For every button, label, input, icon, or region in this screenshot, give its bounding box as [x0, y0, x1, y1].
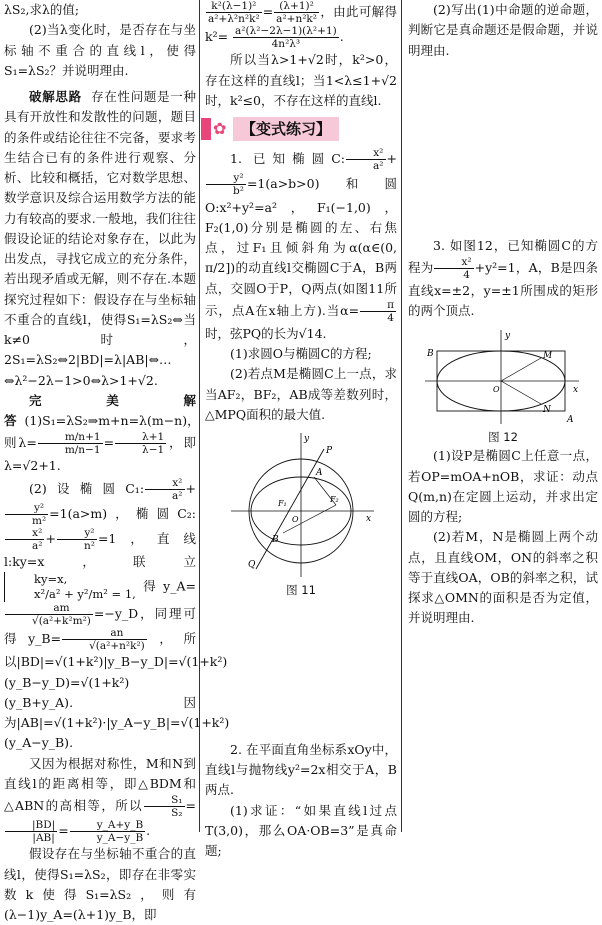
solution-part-2: (2)设椭圆C₁: $\frac{\text{x²}}{\text{a²}}$ + $\frac{\text{y²}}{\text{m²}}$ =1(a>m)，椭圆C₂: $\frac{\text{x²}}{\text{a²}}$ + $\frac{\text{y²}}{\text{n²}}$ =1，直线l:ky=x，联立 ky=x, x²/a² + y²/m² = 1, 得y_A= $\frac{am}{\text{√(a²+k²m²)}}$ =−y_D，同理可得y_B= $\frac{an}{\text{√(a²+n²k²)}}$ ，所以|BD|=√(1+k²)|y_B−y_D|=√(1+k²)(y_B−y_D)=√(1+k²)(y_B+y_A).因为|AB|=√(1+k²)·|y_A−y_B|=√(1+k²)(y_A−y_B).	[4, 476, 230, 751]
fraction: $\frac{m/n+1}{m/n-1}$	[38, 431, 103, 456]
fraction: $\frac{an}{\text{√(a²+n²k²)}}$	[62, 627, 147, 652]
exercise-3-q2: (2)若M，N是椭圆上两个动点，且直线OM，ON的斜率之积等于直线OA，OB的斜率之积，试探求△OMN的面积是否为定值，并说明理由.	[408, 529, 598, 626]
exercise-2: 2. 在平面直角坐标系xOy中，直线l与抛物线y²=2x相交于A，B两点.	[205, 741, 397, 798]
solution-text: =1(a>m)，椭圆C₂:	[49, 505, 196, 521]
column-left	[4, 0, 230, 925]
exercise-1-q2: (2)若点M是椭圆C上一点，求当AF₂，BF₂，AB成等差数列时，△MPQ面积的最大值.	[205, 366, 397, 422]
fig-label: M	[543, 350, 553, 361]
fig-label: N	[543, 404, 551, 415]
exercise-1-q1: (1)求圆O与椭圆C的方程;	[230, 346, 372, 362]
exercise-header	[201, 117, 397, 141]
fig-label: x	[573, 384, 579, 395]
fraction: $\frac{\text{k²(λ−1)²}}{\text{a²+λ²n²k²}}$	[208, 0, 260, 26]
analysis-text: 存在性问题是一种具有开放性和发散性的问题，题目的条件或结论往往不完备，要求考生结合已有的条件进行观察、分析、比较和概括，它对数学思想、数学意识及综合运用数学方法的能力有较高的要求.一般地，我们往往假设论证的结论对象存在，以此为出发点，寻找它成立的充分条件，若出现矛盾或无解，则不存在.本题探究过程如下：假设存在与坐标轴不重合的直线l，使得S₁=λS₂⇔当k≠0时，2S₁=λS₂⇔2|BD|=λ|AB|⇔…⇔λ²−2λ−1>0⇔λ>1+√2.	[4, 89, 196, 388]
fraction: $\frac{am}{\text{√(a²+k²m²)}}$	[5, 602, 93, 627]
flower-icon: ✿	[213, 119, 227, 139]
equation-line: $\frac{\text{k²(λ−1)²}}{\text{a²+λ²n²k²}}$ = $\frac{\text{(λ+1)²}}{\text{a²+n²k²}}$ ，由此可解得k²= $\frac{\text{a²(λ²−2λ−1)(λ²+1)}}{\text{4n²λ³}}$ .	[205, 0, 397, 51]
fraction: $\frac{\text{x²}}{\text{a²}}$	[5, 527, 44, 552]
equation-system: ky=x, x²/a² + y²/m² = 1,	[4, 572, 136, 602]
exercise-3-q1: (1)设P是椭圆C上任意一点，若OP=mOA+nOB，求证：动点Q(m,n)在定圆上运动，并求出定圆的方程;	[408, 448, 598, 524]
figure-caption: 图 11	[286, 583, 316, 598]
solution-title: 完美解答	[4, 392, 196, 428]
conclusion-paragraph: 所以当λ>1+√2时，k²>0，存在这样的直线l；当1<λ≤1+√2时，k²≤0，不存在这样的直线l.	[205, 52, 397, 108]
fraction: $\frac{\text{x²}}{\text{a²}}$	[346, 147, 385, 172]
fig-label: A	[567, 414, 574, 425]
line-l	[256, 449, 324, 569]
figure-caption: 图 12	[488, 429, 518, 444]
interval: α∈(0, π/2]	[205, 240, 397, 276]
segment-bf2	[283, 505, 336, 533]
column-middle	[205, 0, 397, 861]
fraction: $\frac{\text{y²}}{\text{m²}}$	[5, 502, 48, 527]
fig-label: O	[292, 515, 299, 525]
solution-part-1: 完美解答 (1)S₁=λS₂⇒m+n=λ(m−n)，则λ= $\frac{m/n+1}{m/n-1}$ = $\frac{\lambda+1}{\lambda-1}$ ，即λ=√2+1.	[4, 392, 200, 474]
symmetry-paragraph: 又因为根据对称性，M和N到直线l的距离相等，即△BDM和△ABN的高相等，所以 $\frac{\text{S₁}}{\text{S₂}}$ = $\frac{|BD|}{|AB|}$ = $\frac{y\_A+y\_B}{y\_A-y\_B}$ .	[4, 755, 196, 845]
fig-label: O	[493, 384, 500, 394]
accent-bar	[201, 118, 211, 140]
fraction: $\frac{\text{y²}}{\text{n²}}$	[57, 527, 97, 552]
solution-text: ，由此可解得k²=	[205, 4, 397, 45]
segment-om	[501, 358, 541, 381]
fig-label: y	[304, 434, 310, 445]
fraction: $\frac{y\_A+y\_B}{y\_A-y\_B}$	[70, 819, 145, 844]
fig-label: x	[366, 514, 372, 525]
figure-11	[226, 429, 376, 579]
fig-label: P	[326, 446, 333, 457]
fraction: $\frac{\text{(λ+1)²}}{\text{a²+n²k²}}$	[276, 0, 317, 26]
fraction: $\frac{|BD|}{|AB|}$	[5, 819, 57, 844]
column-divider	[401, 0, 402, 832]
exercise-2-q1: (1)求证：“如果直线l过点T(3,0)，那么OA·OB=3”是真命题;	[205, 802, 397, 859]
fig-label: F₁	[278, 499, 287, 509]
fig-label: Q	[248, 560, 256, 571]
fig-label: A	[316, 468, 323, 479]
solution-text: =−y_D，同理可得y_B=	[4, 606, 196, 647]
fraction: $\frac{\text{a²(λ²−2λ−1)(λ²+1)}}{\text{4n²λ³}}$	[235, 25, 337, 51]
solution-text: (1)S₁=λS₂⇒m+n=λ(m−n)，则λ=	[4, 413, 200, 451]
analysis-title: 破解思路	[29, 89, 82, 104]
exercise-3: 3. 如图12，已知椭圆C的方程为 $\frac{\text{x²}}{4}$ +y²=1，A，B是四条直线x=±2，y=±1所围成的矩形的两个顶点.	[408, 237, 598, 319]
fig-label: B	[427, 348, 434, 359]
solution-text: ，即λ=√2+1.	[4, 435, 196, 474]
solution-text: 得y_A=	[135, 578, 196, 594]
fraction: $\frac{\text{S₁}}{\text{S₂}}$	[144, 794, 184, 819]
solution-text: (2)设椭圆C₁:	[29, 480, 145, 496]
fraction: $\frac{\text{x²}}{4}$	[434, 256, 473, 281]
fraction: $\frac{\text{y²}}{\text{b²}}$	[206, 172, 246, 197]
exercise-1: 1. 已知椭圆C: $\frac{\text{x²}}{\text{a²}}$ + $\frac{\text{y²}}{\text{b²}}$ =1(a>b>0)和圆O:x²+y²=a²，F₁(−1,0)，F₂(1,0)分别是椭圆的左、右焦点，过F₁且倾斜角为α(α∈(0, π/2])的动直线l交椭圆C于A，B两点，交圆O于P，Q两点(如图11所示，点A在x轴上方).当α= $\frac{\pi}{4}$ 时，弦PQ的长为√14.	[205, 147, 397, 341]
fraction: $\frac{\lambda+1}{\lambda-1}$	[115, 431, 166, 456]
figure-12	[423, 326, 583, 426]
solution-text: ，所以|BD|=√(1+k²)|y_B−y_D|=√(1+k²)(y_B−y_D)=√(1+k²)(y_B+y_A).因为|AB|=√(1+k²)·|y_A−y_B|=√(1+k²)(y_A−y_B).	[4, 631, 230, 751]
fig-label: B	[272, 535, 279, 546]
exercise-2-q2: (2)写出(1)中命题的逆命题，判断它是真命题还是假命题，并说明理由.	[408, 2, 598, 58]
solution-text: 又因为根据对称性，M和N到直线l的距离相等，即△BDM和△ABN的高相等，所以	[4, 755, 196, 814]
question-2: (2)当λ变化时，是否存在与坐标轴不重合的直线l，使得S₁=λS₂？并说明理由.	[4, 22, 196, 78]
solution-text: =1，直线l:ky=x，联立	[4, 530, 196, 569]
fraction: $\frac{\pi}{4}$	[360, 299, 396, 324]
fig-label: F₂	[330, 495, 339, 505]
assumption-paragraph: 假设存在与坐标轴不重合的直线l，使得S₁=λS₂，即存在非零实数k使得S₁=λS₂，则有(λ−1)y_A=(λ+1)y_B，即	[4, 846, 196, 923]
text-line: λS₂,求λ的值;	[4, 2, 80, 17]
fig-label: y	[505, 330, 511, 341]
segment-on	[501, 381, 541, 404]
column-right	[408, 0, 598, 629]
fraction: $\frac{\text{x²}}{\text{a²}}$	[145, 477, 184, 502]
exercise-label: 【变式练习】	[233, 117, 339, 141]
analysis-paragraph	[4, 87, 196, 391]
